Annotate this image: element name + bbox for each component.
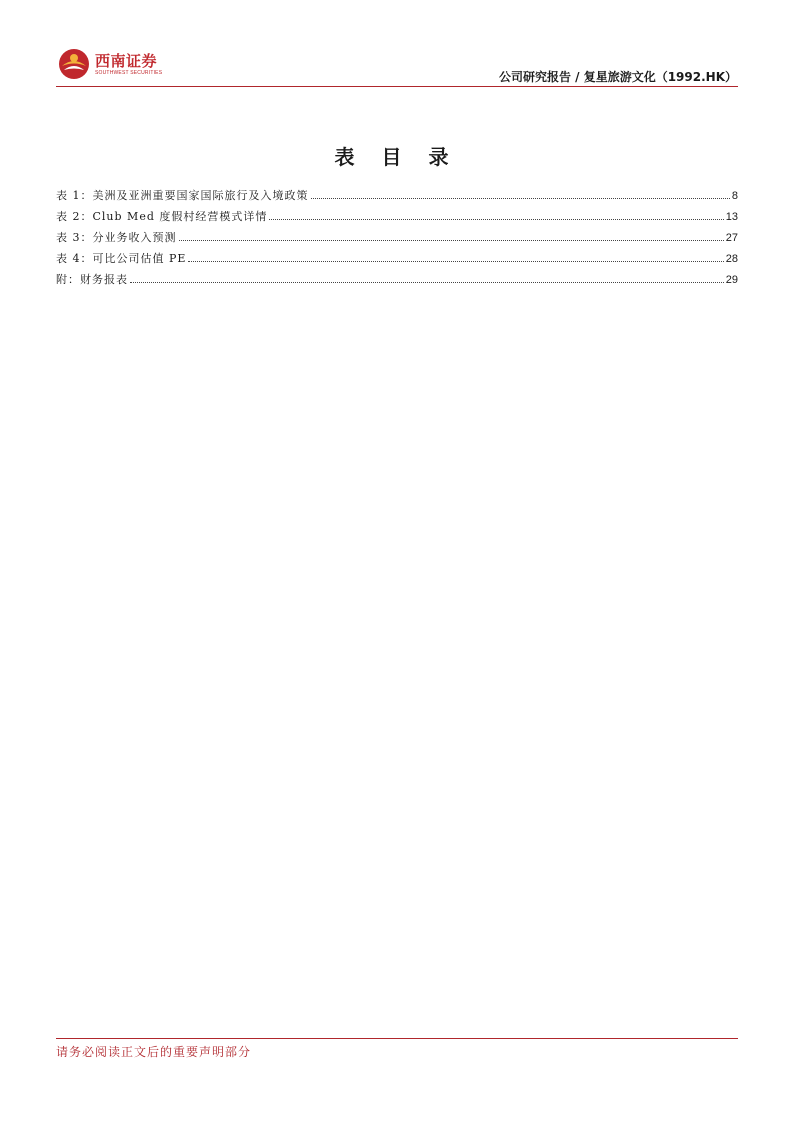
- toc-entry-page: 13: [725, 211, 738, 223]
- toc-leader-dots: [269, 219, 723, 220]
- toc-entry[interactable]: [56, 248, 738, 269]
- company-logo: [58, 48, 168, 82]
- header-divider: [56, 86, 738, 87]
- footer-disclaimer-notice: 请务必阅读正文后的重要声明部分: [56, 1045, 252, 1059]
- toc-entry-label: 表 4：可比公司估值 PE: [56, 252, 187, 265]
- toc-entry[interactable]: [56, 185, 738, 206]
- table-of-tables-title: 表 目 录: [334, 145, 459, 169]
- toc-entry-label: 表 3：分业务收入预测: [56, 231, 177, 244]
- toc-entry-page: 28: [725, 253, 738, 265]
- footer-divider: [56, 1038, 738, 1039]
- toc-entry-page: 29: [725, 274, 738, 286]
- toc-leader-dots: [179, 240, 724, 241]
- toc-entry[interactable]: [56, 206, 738, 227]
- toc-entry-page: 27: [725, 232, 738, 244]
- table-of-tables-list: [56, 185, 738, 290]
- toc-leader-dots: [311, 198, 730, 199]
- southwest-securities-logo-icon: [58, 48, 90, 80]
- toc-entry-label: 附：财务报表: [56, 273, 128, 286]
- toc-entry[interactable]: [56, 269, 738, 290]
- logo-english-name: SOUTHWEST SECURITIES: [95, 70, 163, 76]
- report-header-title: 公司研究报告 / 复星旅游文化（1992.HK）: [498, 70, 737, 84]
- toc-entry-page: 8: [731, 190, 738, 202]
- toc-leader-dots: [188, 261, 723, 262]
- toc-entry[interactable]: [56, 227, 738, 248]
- logo-chinese-name: 西南证券: [95, 52, 158, 70]
- toc-leader-dots: [130, 282, 724, 283]
- toc-entry-label: 表 1：美洲及亚洲重要国家国际旅行及入境政策: [56, 189, 309, 202]
- toc-entry-label: 表 2：Club Med 度假村经营模式详情: [56, 210, 268, 223]
